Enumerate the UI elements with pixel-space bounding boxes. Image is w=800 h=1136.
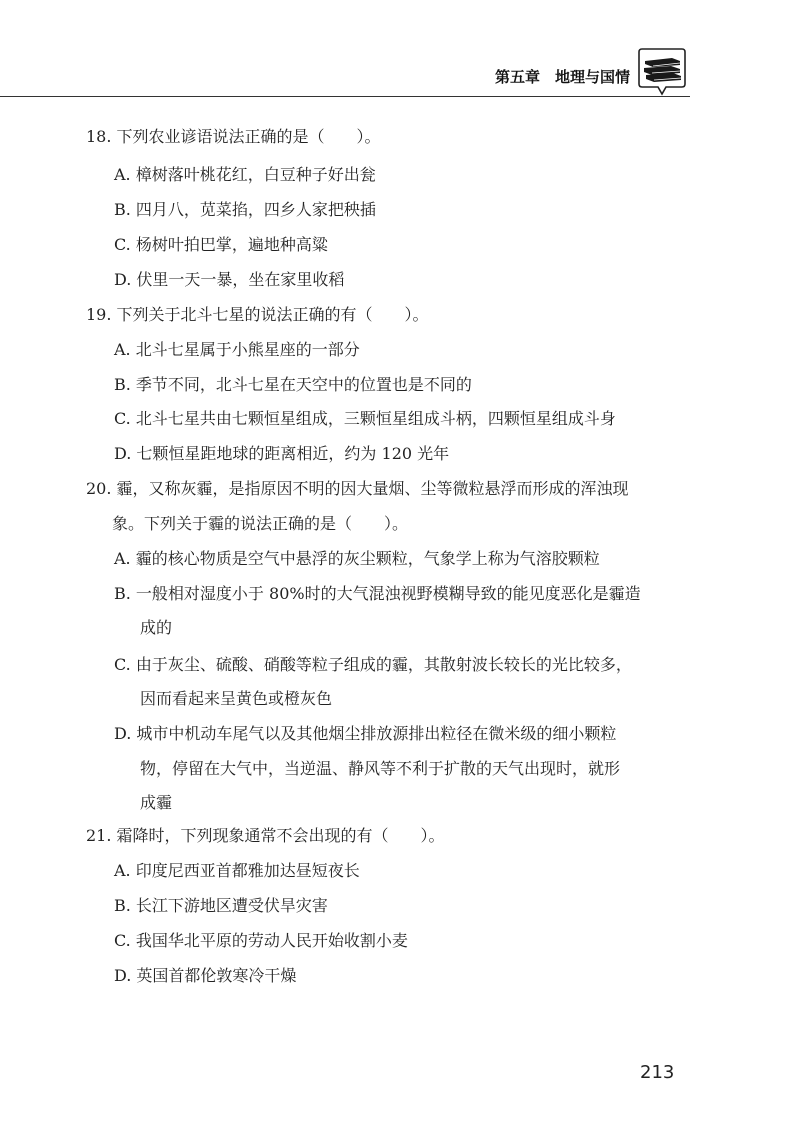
question-20-option-d-continued-2: 成霾 [140, 793, 173, 812]
question-18-option-b: B. 四月八，苋菜掐，四乡人家把秧插 [114, 200, 376, 219]
question-18-option-d: D. 伏里一天一暴，坐在家里收稻 [114, 270, 345, 289]
question-18: 18. 下列农业谚语说法正确的是（ ）。 [86, 127, 381, 146]
question-19: 19. 下列关于北斗七星的说法正确的有（ ）。 [86, 305, 429, 324]
question-18-option-a: A. 樟树落叶桃花红，白豆种子好出瓮 [114, 165, 376, 184]
question-20-option-c-continued: 因而看起来呈黄色或橙灰色 [140, 689, 333, 708]
header-divider [0, 96, 690, 97]
question-19-option-c: C. 北斗七星共由七颗恒星组成，三颗恒星组成斗柄，四颗恒星组成斗身 [114, 409, 616, 428]
question-20-continued: 象。下列关于霾的说法正确的是（ ）。 [112, 514, 409, 533]
question-18-option-c: C. 杨树叶拍巴掌，遍地种高粱 [114, 235, 328, 254]
question-21-option-d: D. 英国首都伦敦寒冷干燥 [114, 966, 297, 985]
question-20-option-c: C. 由于灰尘、硫酸、硝酸等粒子组成的霾，其散射波长较长的光比较多， [114, 655, 632, 674]
question-20-option-d-continued-1: 物，停留在大气中，当逆温、静风等不利于扩散的天气出现时，就形 [140, 759, 621, 778]
question-21-option-a: A. 印度尼西亚首都雅加达昼短夜长 [114, 861, 360, 880]
chapter-title: 第五章 地理与国情 [494, 68, 630, 86]
question-20-option-a: A. 霾的核心物质是空气中悬浮的灰尘颗粒，气象学上称为气溶胶颗粒 [114, 549, 600, 568]
question-20-option-b: B. 一般相对湿度小于 80%时的大气混浊视野模糊导致的能见度恶化是霾造 [114, 584, 641, 603]
question-19-option-a: A. 北斗七星属于小熊星座的一部分 [114, 340, 360, 359]
page-number: 213 [640, 1062, 675, 1083]
question-20-option-b-continued: 成的 [140, 618, 173, 637]
question-21-option-b: B. 长江下游地区遭受伏旱灾害 [114, 896, 328, 915]
book-stack-icon [636, 48, 688, 98]
question-20: 20. 霾，又称灰霾，是指原因不明的因大量烟、尘等微粒悬浮而形成的浑浊现 [86, 479, 629, 498]
question-21: 21. 霜降时，下列现象通常不会出现的有（ ）。 [86, 826, 445, 845]
question-20-option-d: D. 城市中机动车尾气以及其他烟尘排放源排出粒径在微米级的细小颗粒 [114, 724, 617, 743]
question-19-option-b: B. 季节不同，北斗七星在天空中的位置也是不同的 [114, 375, 472, 394]
question-21-option-c: C. 我国华北平原的劳动人民开始收割小麦 [114, 931, 408, 950]
question-19-option-d: D. 七颗恒星距地球的距离相近，约为 120 光年 [114, 444, 450, 463]
